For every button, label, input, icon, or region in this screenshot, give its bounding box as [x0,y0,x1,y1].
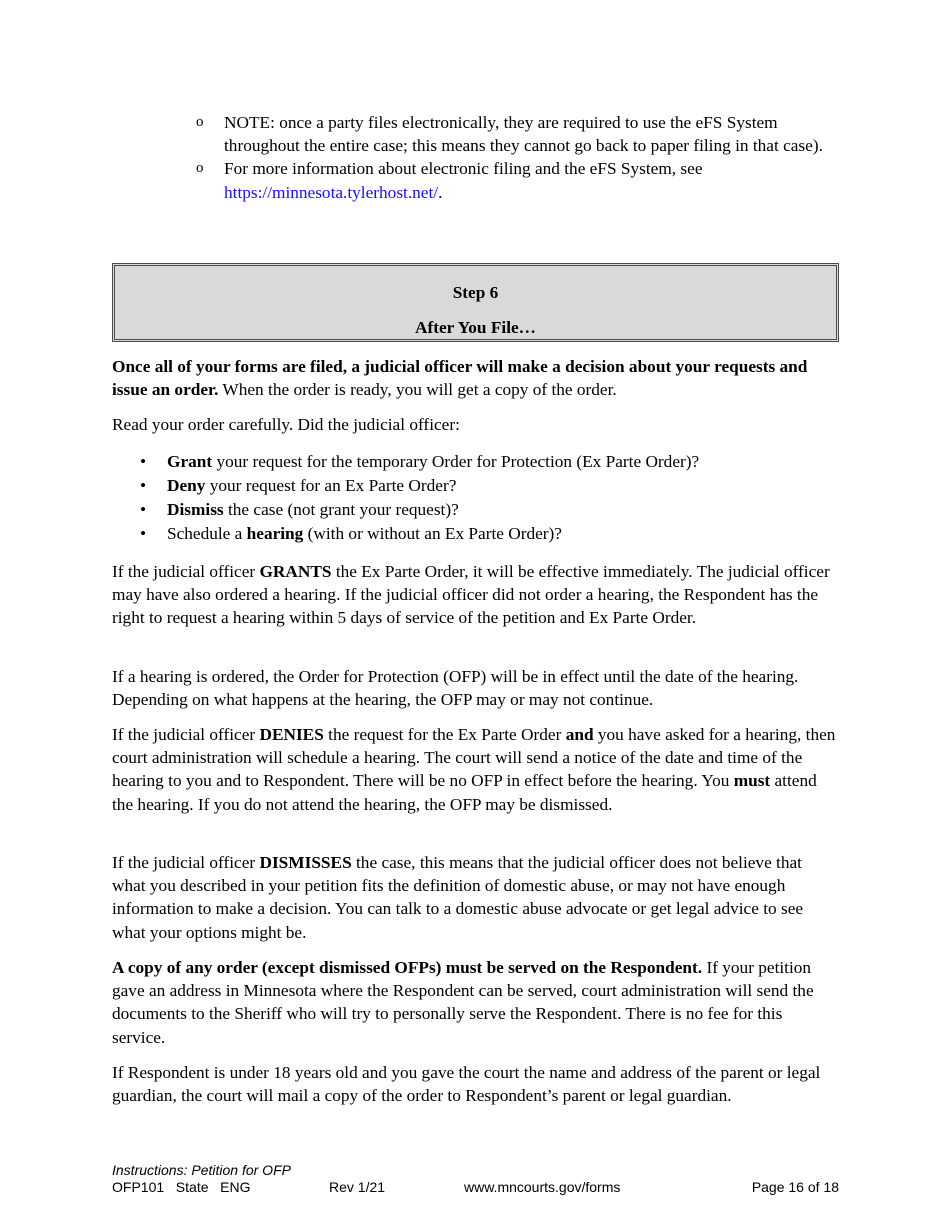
para-text: If the judicial officer [112,562,260,581]
para-bold: A copy of any order (except dismissed OFPs) must be served on the Respondent. [112,958,703,977]
step-subtitle: After You File… [415,318,536,337]
footer-row [112,1179,839,1196]
service-paragraph [112,956,839,1049]
bullet-dot: • [140,500,147,520]
para-text: you have asked for a hearing, then court administration will schedule a hearing. The court will send a notice of the date and time of the hearing to you and to Respondent. There will be no OFP in effect before the hearing. You [112,725,836,791]
para-bold: and [565,725,594,744]
page-footer [112,1162,839,1196]
read-order-paragraph: Read your order carefully. Did the judicial officer: [112,415,460,434]
note-text: NOTE: once a party files electronically, they are required to use the eFS System throughout the entire case; this means they cannot go back to paper filing in that case). [224,113,823,156]
note-text-end: . [438,182,443,202]
para-bold: DENIES [259,725,324,744]
minor-respondent-paragraph: If Respondent is under 18 years old and you gave the court the name and address of the parent or legal guardian, the court will mail a copy of the order to Respondent’s parent or legal guardian. [112,1063,821,1106]
item-text: Schedule a [167,524,247,544]
list-item [140,450,830,473]
bullet-dot: • [140,476,147,496]
denies-paragraph [112,723,839,816]
footer-revision: Rev 1/21 [329,1179,386,1195]
efs-notes-list [196,111,836,204]
item-text: (with or without an Ex Parte Order)? [303,524,562,544]
footer-doc-title: Instructions: Petition for OFP [112,1162,291,1178]
item-text: your request for an Ex Parte Order? [205,476,457,496]
para-text: attend the hearing. If you do not attend the hearing, the OFP may be dismissed. [112,771,817,814]
footer-url: www.mncourts.gov/forms [464,1179,621,1195]
note-text: For more information about electronic filing and the eFS System, see [224,159,703,179]
item-bold: Grant [167,452,213,471]
para-bold: must [733,771,771,791]
document-page [112,0,839,1230]
intro-paragraph [112,355,839,401]
decision-list [140,450,830,546]
intro-bold: Once all of your forms are filed, a judicial officer will make a decision about your requests and issue an order. [112,357,808,400]
efs-link[interactable]: https://minnesota.tylerhost.net/ [224,182,439,202]
list-item [196,111,836,157]
list-item [140,522,830,545]
para-text: If your petition gave an address in Minnesota where the Respondent can be served, court administration will send the documents to the Sheriff who will try to personally serve the Respondent. There is no fee for this service. [112,958,814,1047]
para-bold: DISMISSES [259,853,352,872]
item-bold: hearing [246,524,304,544]
footer-form-id: OFP101 State ENG [112,1179,251,1195]
para-text: If the judicial officer [112,725,260,744]
para-text: the request for the Ex Parte Order [323,725,566,744]
bullet-dot: • [140,452,147,471]
hollow-bullet: o [196,114,204,130]
list-item [140,474,830,497]
hearing-ordered-paragraph: If a hearing is ordered, the Order for Protection (OFP) will be in effect until the date of the hearing. Depending on what happens at the hearing, the OFP may or may not continue. [112,667,799,710]
list-item [196,157,836,203]
para-text: If the judicial officer [112,853,260,872]
grants-paragraph [112,560,839,630]
list-item [140,498,830,521]
para-bold: GRANTS [259,562,332,581]
item-bold: Deny [167,476,206,496]
step-title: Step 6 [452,283,499,302]
item-text: your request for the temporary Order for Protection (Ex Parte Order)? [212,452,700,471]
bullet-dot: • [140,524,147,544]
item-text: the case (not grant your request)? [223,500,459,520]
footer-page-number: Page 16 of 18 [751,1179,839,1195]
step-header-box [112,263,839,342]
hollow-bullet: o [196,160,204,177]
item-bold: Dismiss [167,500,224,520]
intro-rest: When the order is ready, you will get a copy of the order. [218,380,617,400]
dismisses-paragraph [112,851,839,944]
para-text: the case, this means that the judicial officer does not believe that what you described in your petition fits the definition of domestic abuse, or may not have enough information to make a decision. You can talk to a domestic abuse advocate or get legal advice to see what your options might be. [112,853,804,942]
para-text: the Ex Parte Order, it will be effective immediately. The judicial officer may have also ordered a hearing. If the judicial officer did not order a hearing, the Respondent has the right to request a hearing within 5 days of service of the petition and Ex Parte Order. [112,562,830,628]
